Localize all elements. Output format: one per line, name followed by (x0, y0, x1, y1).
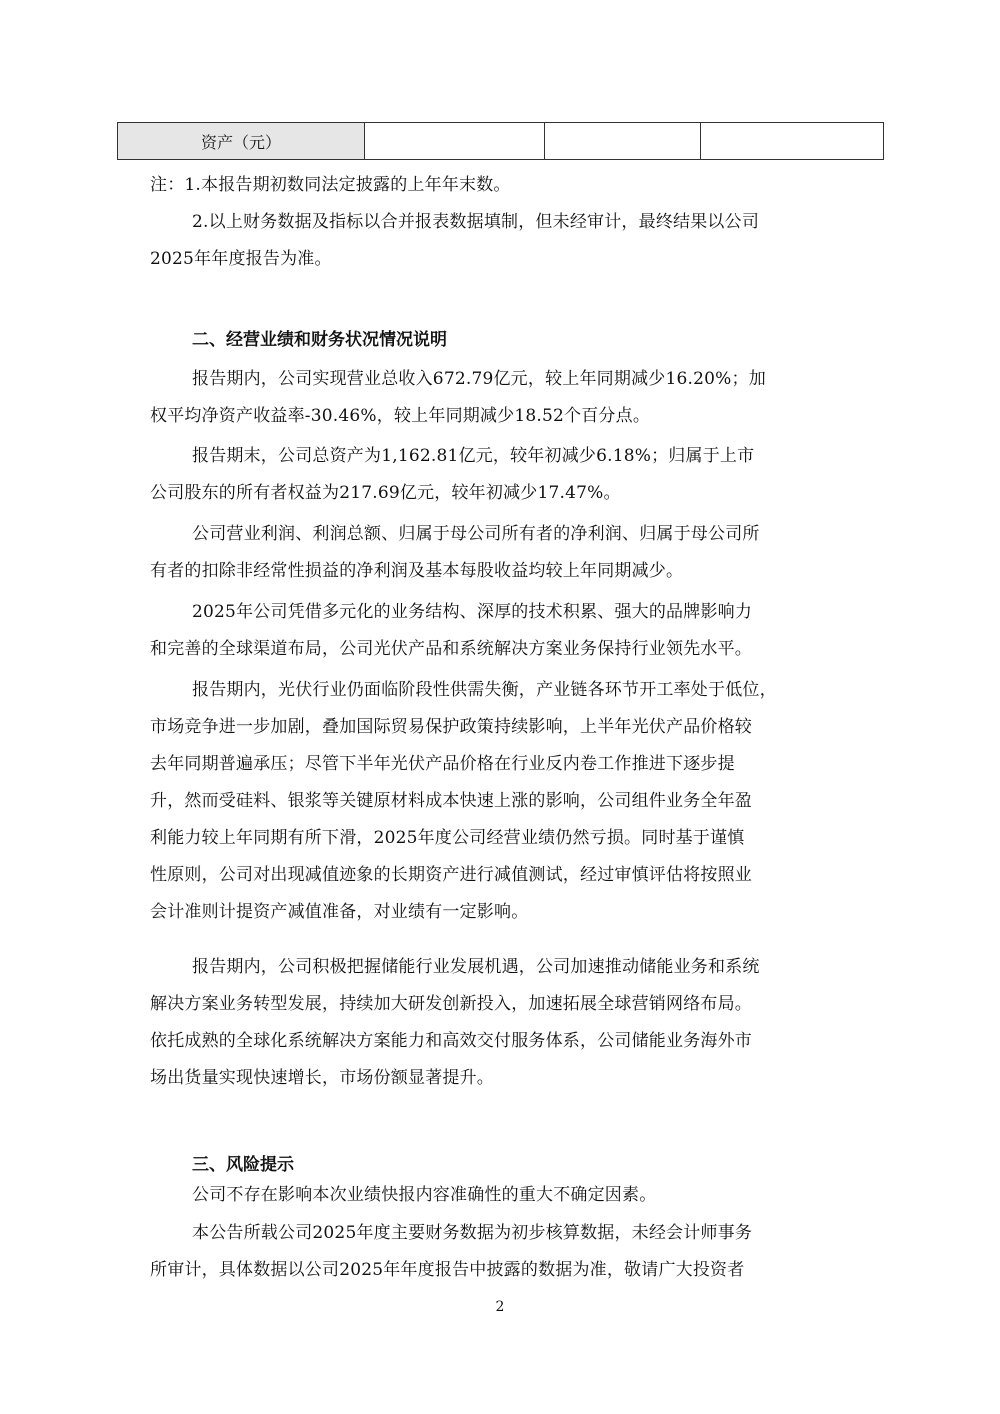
paragraph-profit (150, 522, 850, 596)
risk-statement: 公司不存在影响本次业绩快报内容准确性的重大不确定因素。 (192, 1185, 657, 1205)
table-cell (701, 123, 884, 160)
paragraph-line: 报告期内，公司实现营业总收入672.79亿元，较上年同期减少16.20%；加 (192, 369, 766, 389)
paragraph-line: 解决方案业务转型发展，持续加大研发创新投入，加速拓展全球营销网络布局。 (150, 994, 752, 1014)
paragraph-line: 有者的扣除非经常性损益的净利润及基本每股收益均较上年同期减少。 (150, 561, 684, 581)
table-row-label: 资产（元） (118, 123, 365, 160)
table-cell (365, 123, 545, 160)
paragraph-line: 场出货量实现快速增长，市场份额显著提升。 (150, 1068, 494, 1088)
paragraph-risk (150, 1221, 850, 1295)
table-row (118, 123, 884, 160)
section-2-heading: 二、经营业绩和财务状况情况说明 (192, 330, 447, 350)
paragraph-line: 性原则，公司对出现减值迹象的长期资产进行减值测试，经过审慎评估将按照业 (150, 865, 752, 885)
paragraph-line: 会计准则计提资产减值准备，对业绩有一定影响。 (150, 902, 529, 922)
paragraph-line: 报告期内，光伏行业仍面临阶段性供需失衡，产业链各环节开工率处于低位， (192, 680, 777, 700)
paragraph-line: 和完善的全球渠道布局，公司光伏产品和系统解决方案业务保持行业领先水平。 (150, 639, 752, 659)
paragraph-line: 公司股东的所有者权益为217.69亿元，较年初减少17.47%。 (150, 483, 621, 503)
note-1: 注：1.本报告期初数同法定披露的上年年末数。 (150, 175, 511, 195)
paragraph-line: 权平均净资产收益率-30.46%，较上年同期减少18.52个百分点。 (150, 406, 651, 426)
financial-table-fragment (117, 122, 884, 160)
note-2-line-1: 2.以上财务数据及指标以合并报表数据填制，但未经审计，最终结果以公司 (192, 212, 760, 232)
paragraph-assets (150, 444, 850, 518)
paragraph-line: 报告期末，公司总资产为1,162.81亿元，较年初减少6.18%；归属于上市 (192, 446, 755, 466)
paragraph-line: 利能力较上年同期有所下滑，2025年度公司经营业绩仍然亏损。同时基于谨慎 (150, 828, 745, 848)
paragraph-line: 2025年公司凭借多元化的业务结构、深厚的技术积累、强大的品牌影响力 (192, 602, 753, 622)
paragraph-strategy (150, 600, 850, 674)
table-cell (545, 123, 701, 160)
page-number: 2 (495, 1299, 505, 1315)
note-2-line-2: 2025年年度报告为准。 (150, 249, 332, 269)
paragraph-line: 报告期内，公司积极把握储能行业发展机遇，公司加速推动储能业务和系统 (192, 957, 760, 977)
paragraph-line: 依托成熟的全球化系统解决方案能力和高效交付服务体系，公司储能业务海外市 (150, 1031, 752, 1051)
paragraph-revenue (150, 367, 850, 441)
paragraph-storage (150, 955, 850, 1103)
section-3-heading: 三、风险提示 (192, 1155, 294, 1175)
paragraph-line: 去年同期普遍承压；尽管下半年光伏产品价格在行业反内卷工作推进下逐步提 (150, 754, 735, 774)
paragraph-line: 本公告所载公司2025年度主要财务数据为初步核算数据，未经会计师事务 (192, 1223, 753, 1243)
paragraph-line: 所审计，具体数据以公司2025年年度报告中披露的数据为准，敬请广大投资者 (150, 1260, 745, 1280)
paragraph-line: 升，然而受硅料、银浆等关键原材料成本快速上涨的影响，公司组件业务全年盈 (150, 791, 752, 811)
paragraph-line: 市场竞争进一步加剧，叠加国际贸易保护政策持续影响，上半年光伏产品价格较 (150, 717, 752, 737)
paragraph-pv-industry (150, 678, 850, 937)
paragraph-line: 公司营业利润、利润总额、归属于母公司所有者的净利润、归属于母公司所 (192, 524, 760, 544)
